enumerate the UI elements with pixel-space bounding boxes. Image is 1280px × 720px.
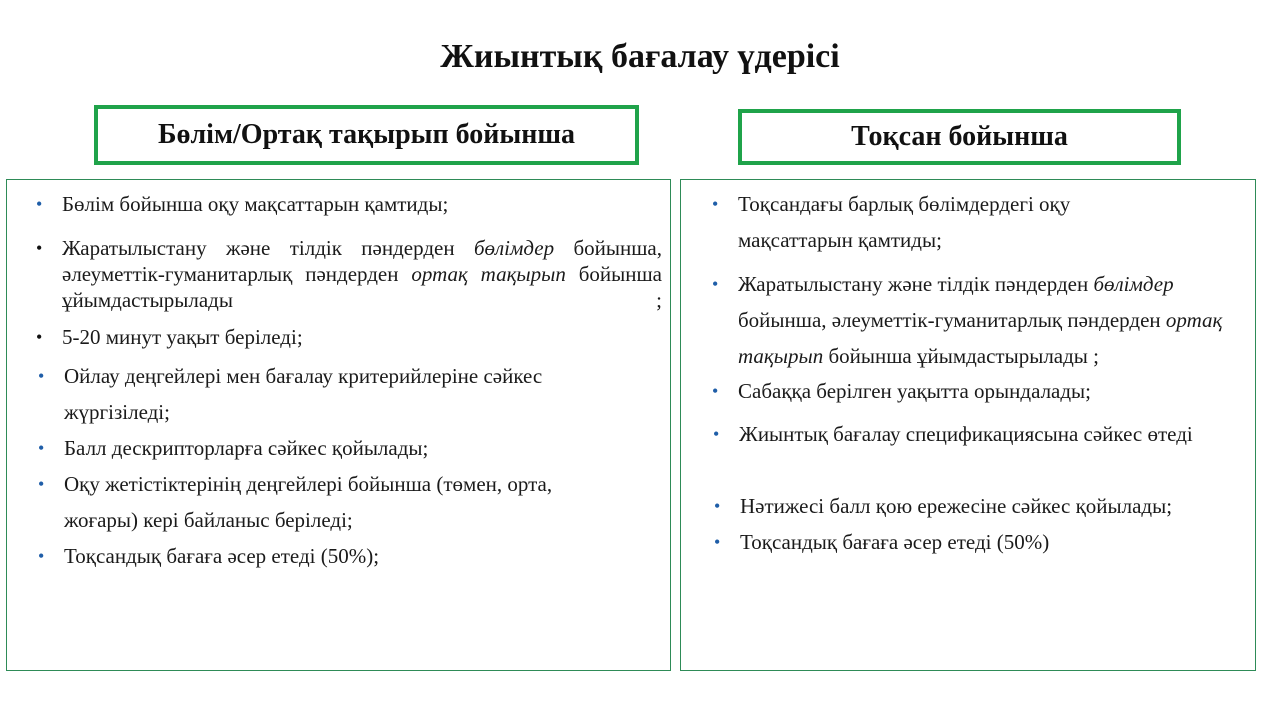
list-item <box>38 466 624 538</box>
list-item-emphasis: ортақ тақырып <box>738 308 1223 368</box>
section-header-unit-label: Бөлім/Ортақ тақырып бойынша <box>157 119 576 150</box>
list-item <box>714 524 1240 560</box>
list-item-text: бойынша ұйымдастырылады ; <box>62 262 662 312</box>
bullet-icon: • <box>36 238 43 258</box>
bullet-icon: • <box>36 194 43 214</box>
list-item-text: Нәтижесі балл қою ережесіне сәйкес қойылады; <box>740 494 1173 518</box>
list-item-text: Сабаққа берілген уақытта орындалады; <box>738 379 1092 403</box>
bullet-icon: • <box>38 366 45 386</box>
list-item <box>38 430 664 466</box>
bullet-icon: • <box>712 381 719 401</box>
list-item <box>36 235 662 339</box>
list-item-text: Ойлау деңгейлері мен бағалау критерийлеріне сәйкес жүргізіледі; <box>64 364 543 424</box>
section-header-quarter-label: Тоқсан бойынша <box>851 121 1068 152</box>
list-item <box>714 488 1245 524</box>
bullet-icon: • <box>714 532 721 552</box>
list-item-text: Балл дескрипторларға сәйкес қойылады; <box>64 436 429 460</box>
list-item-text: Тоқсандық бағаға әсер етеді (50%) <box>740 530 1050 554</box>
bullet-icon: • <box>38 438 45 458</box>
list-item <box>713 416 1209 452</box>
list-item-text: бойынша, әлеуметтік-гуманитарлық пәндерден <box>738 308 1166 332</box>
list-item <box>38 358 624 430</box>
section-header-quarter <box>738 109 1181 165</box>
page-title: Жиынтық бағалау үдерісі <box>440 38 840 75</box>
list-item-emphasis: ортақ тақырып <box>411 262 566 286</box>
list-item-text: Жаратылыстану және тілдік пәндерден <box>738 272 1094 296</box>
list-item <box>712 373 1238 409</box>
list-item-text: 5-20 минут уақыт беріледі; <box>62 325 303 349</box>
list-item <box>712 266 1238 374</box>
list-item-emphasis: бөлімдер <box>473 236 555 260</box>
list-item-text: Тоқсандық бағаға әсер етеді (50%); <box>64 544 380 568</box>
list-item <box>712 186 1138 258</box>
quarter-assessment-panel <box>680 179 1256 671</box>
list-item-text: Жаратылыстану және тілдік пәндерден <box>62 236 474 260</box>
list-item-text: Жиынтық бағалау спецификациясына сәйкес өтеді <box>739 422 1193 446</box>
bullet-icon: • <box>712 194 719 214</box>
bullet-icon: • <box>712 274 719 294</box>
list-item-text: бойынша, әлеуметтік-гуманитарлық пәндерден <box>62 236 662 286</box>
list-item-text: Оқу жетістіктерінің деңгейлері бойынша (төмен, орта, жоғары) кері байланыс беріледі; <box>64 472 553 532</box>
bullet-icon: • <box>36 327 43 347</box>
bullet-icon: • <box>38 474 45 494</box>
bullet-icon: • <box>714 496 721 516</box>
list-item-text: Бөлім бойынша оқу мақсаттарын қамтиды; <box>62 192 449 216</box>
bullet-icon: • <box>713 424 720 444</box>
list-item <box>36 325 662 349</box>
list-item-text: бойынша ұйымдастырылады ; <box>823 344 1100 368</box>
list-item <box>38 538 664 574</box>
unit-assessment-panel <box>6 179 671 671</box>
bullet-icon: • <box>38 546 45 566</box>
section-header-unit <box>94 105 639 165</box>
list-item-text: Тоқсандағы барлық бөлімдердегі оқу мақсаттарын қамтиды; <box>738 192 1071 252</box>
list-item <box>36 192 662 216</box>
list-item-emphasis: бөлімдер <box>1093 272 1174 296</box>
